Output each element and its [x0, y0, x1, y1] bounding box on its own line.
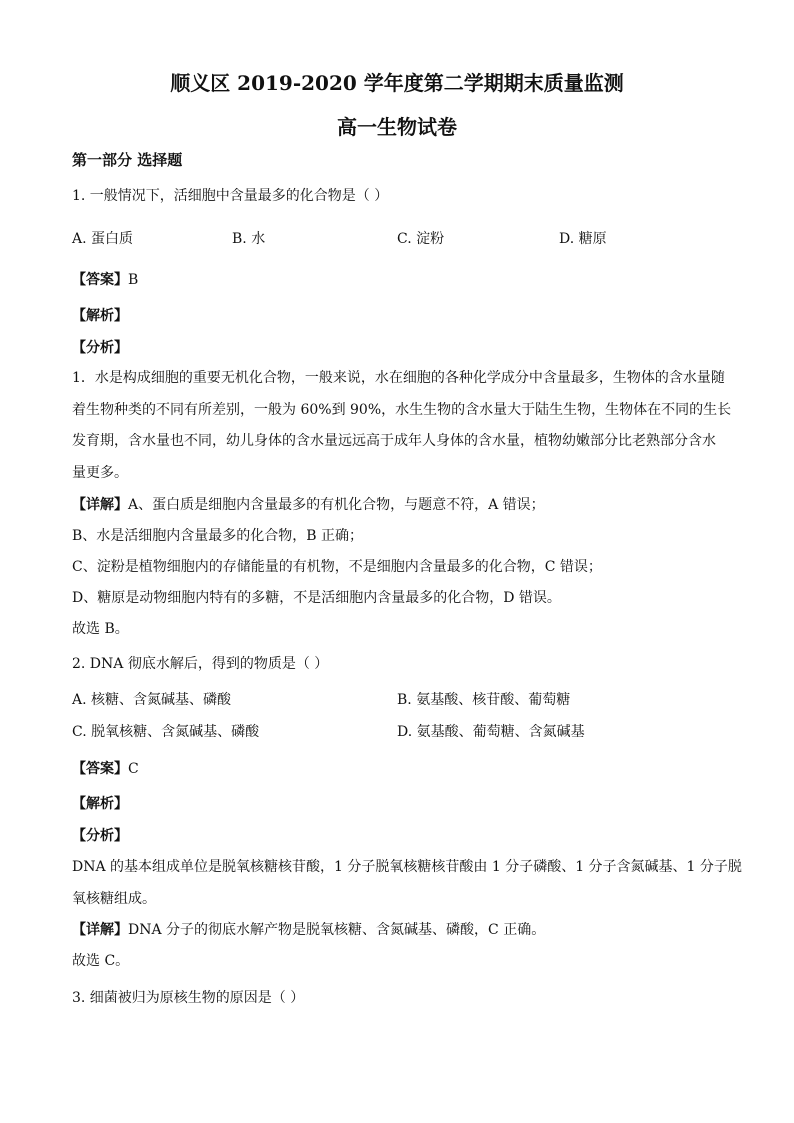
- q2-option-a: A. 核糖、含氮碱基、磷酸: [72, 692, 232, 708]
- q1-detail-line: B、水是活细胞内含量最多的化合物，B 正确；: [72, 528, 364, 544]
- question-1-stem: 1. 一般情况下，活细胞中含量最多的化合物是（ ）: [72, 188, 389, 204]
- q1-option-a: A. 蛋白质: [72, 231, 134, 247]
- q1-detail-tag: 【详解】: [72, 497, 128, 513]
- question-3-stem: 3. 细菌被归为原核生物的原因是（ ）: [72, 990, 305, 1006]
- q2-detail-line: 【详解】DNA 分子的彻底水解产物是脱氧核糖、含氮碱基、磷酸，C 正确。: [72, 922, 546, 938]
- q2-option-b: B. 氨基酸、核苷酸、葡萄糖: [397, 692, 571, 708]
- q2-answer-tag: 【答案】: [72, 761, 128, 777]
- q2-answer-line: [72, 759, 139, 779]
- q1-option-d: D. 糖原: [559, 231, 607, 247]
- q2-conclusion: 故选 C。: [72, 953, 130, 969]
- q1-fenxi-line: 发育期，含水量也不同，幼儿身体的含水量远远高于成年人身体的含水量，植物幼嫩部分比老熟部分含水: [72, 433, 716, 449]
- q1-fenxi-tag: 【分析】: [72, 340, 128, 356]
- q1-fenxi-line: 1．水是构成细胞的重要无机化合物，一般来说，水在细胞的各种化学成分中含量最多，生物体的含水量随: [72, 370, 725, 386]
- section-heading: 第一部分 选择题: [72, 151, 183, 169]
- exam-subtitle: 高一生物试卷: [337, 115, 457, 139]
- q1-detail-line: D、糖原是动物细胞内特有的多糖，不是活细胞内含量最多的化合物，D 错误。: [72, 590, 561, 606]
- q2-analysis-tag: 【解析】: [72, 796, 128, 812]
- exam-title: 顺义区 2019-2020 学年度第二学期期末质量监测: [170, 71, 624, 95]
- q2-option-d: D. 氨基酸、葡萄糖、含氮碱基: [397, 724, 585, 740]
- q2-fenxi-tag: 【分析】: [72, 828, 128, 844]
- q2-fenxi-line: DNA 的基本组成单位是脱氧核糖核苷酸，1 分子脱氧核糖核苷酸由 1 分子磷酸、1 分子含氮碱基、1 分子脱: [72, 859, 742, 875]
- q2-detail-tag: 【详解】: [72, 922, 128, 938]
- q2-fenxi-line: 氧核糖组成。: [72, 891, 156, 907]
- q1-fenxi-line: 着生物种类的不同有所差别，一般为 60%到 90%，水生生物的含水量大于陆生生物，生物体在不同的生长: [72, 402, 732, 418]
- q1-fenxi-line: 量更多。: [72, 465, 128, 481]
- q1-detail-line: 【详解】A、蛋白质是细胞内含量最多的有机化合物，与题意不符，A 错误；: [72, 497, 545, 513]
- q1-detail-line: C、淀粉是植物细胞内的存储能量的有机物，不是细胞内含量最多的化合物，C 错误；: [72, 559, 602, 575]
- q1-conclusion: 故选 B。: [72, 621, 129, 637]
- q1-option-c: C. 淀粉: [397, 231, 445, 247]
- q1-answer-tag: 【答案】: [72, 272, 128, 288]
- question-2-stem: 2. DNA 彻底水解后，得到的物质是（ ）: [72, 656, 329, 672]
- q1-analysis-tag: 【解析】: [72, 308, 128, 324]
- q2-answer-value: C: [128, 761, 139, 777]
- q1-answer-line: [72, 270, 138, 290]
- q1-answer-value: B: [128, 272, 139, 288]
- q1-option-b: B. 水: [232, 231, 266, 247]
- q2-option-c: C. 脱氧核糖、含氮碱基、磷酸: [72, 724, 260, 740]
